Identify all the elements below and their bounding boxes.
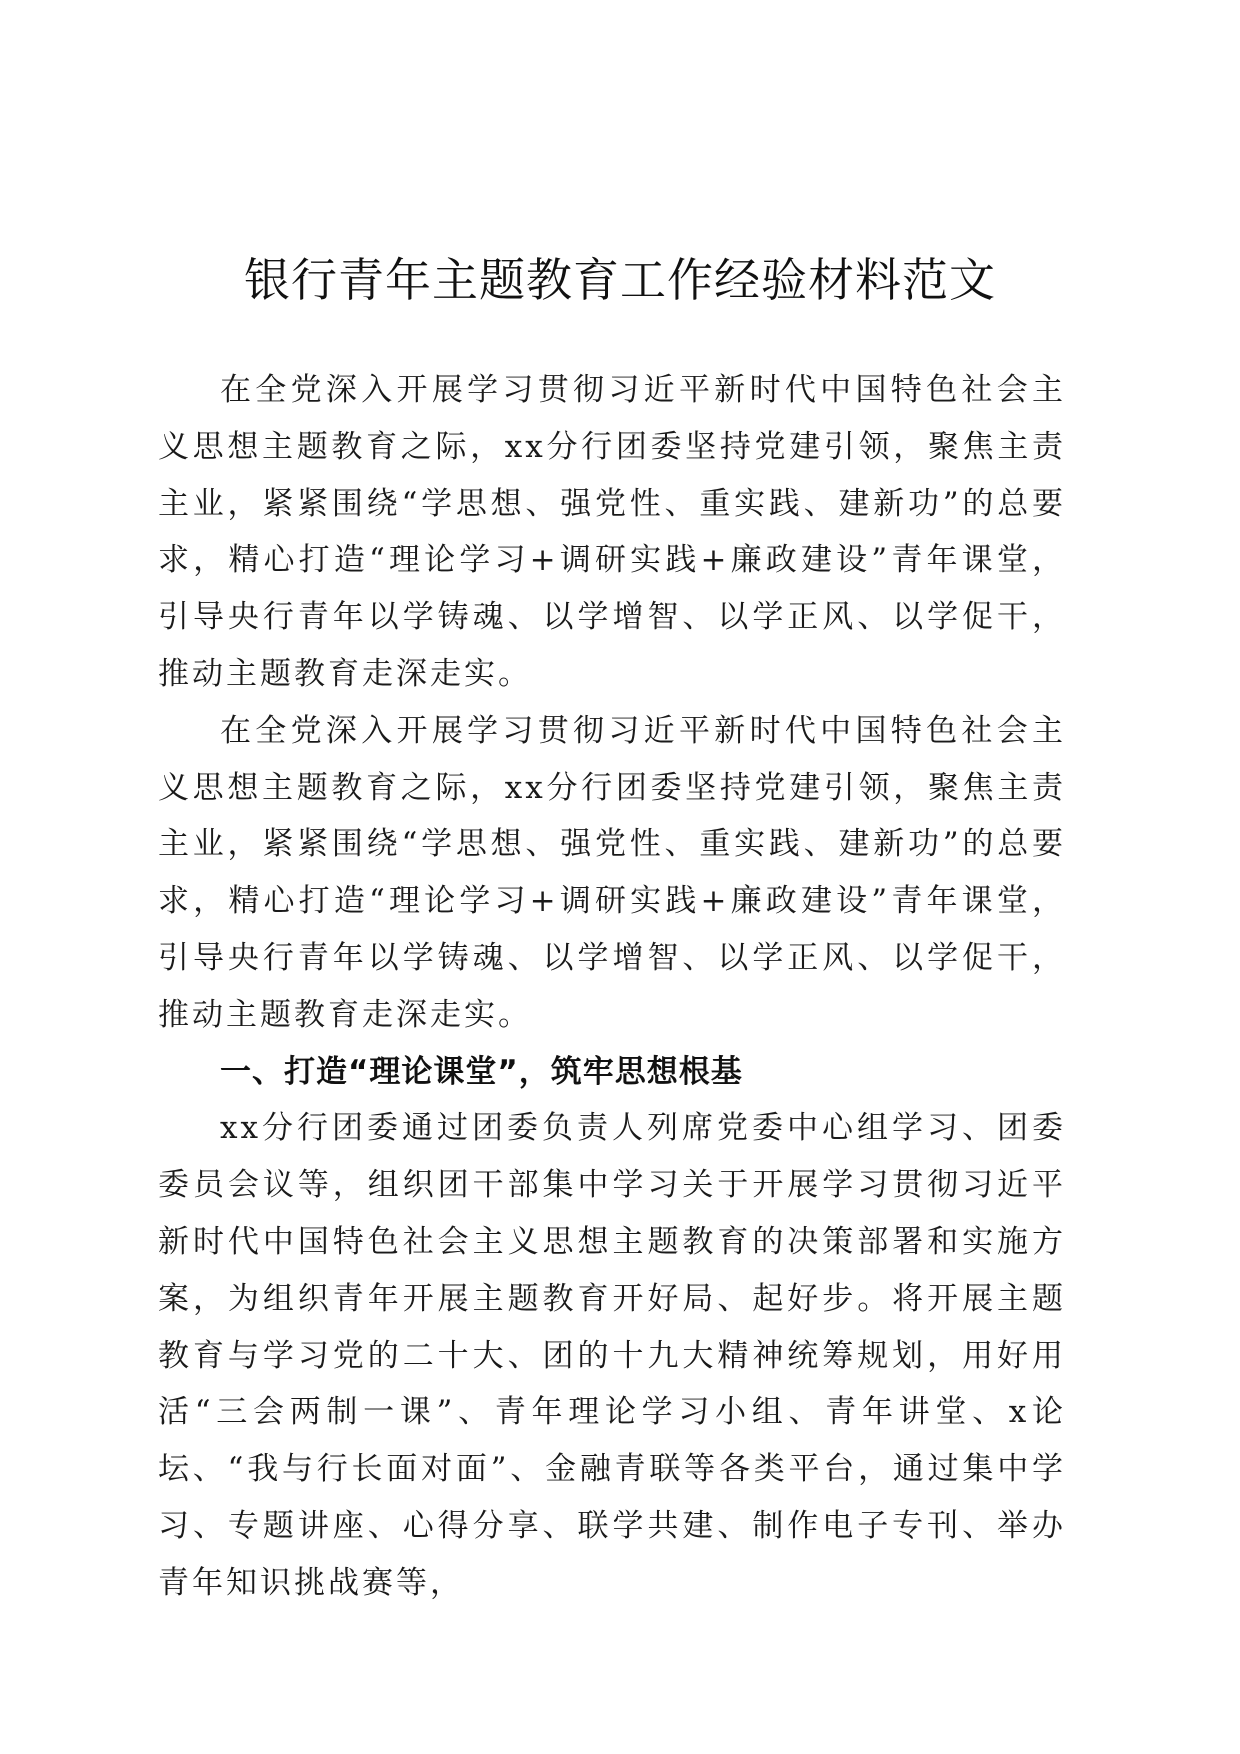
document-body <box>158 362 1066 1612</box>
paragraph-3: xx分行团委通过团委负责人列席党委中心组学习、团委委员会议等，组织团干部集中学习关于开展学习贯彻习近平新时代中国特色社会主义思想主题教育的决策部署和实施方案，为组织青年开展主题教育开好局、起好步。将开展主题教育与学习党的二十大、团的十九大精神统筹规划，用好用活“三会两制一课”、青年理论学习小组、青年讲堂、x论坛、“我与行长面对面”、金融青联等各类平台，通过集中学习、专题讲座、心得分享、联学共建、制作电子专刊、举办青年知识挑战赛等， <box>158 1110 1066 1601</box>
section-1-heading: 一、打造“理论课堂”，筑牢思想根基 <box>220 1053 743 1090</box>
paragraph-1: 在全党深入开展学习贯彻习近平新时代中国特色社会主义思想主题教育之际，xx分行团委坚持党建引领，聚焦主责主业，紧紧围绕“学思想、强党性、重实践、建新功”的总要求，精心打造“理论学习+调研实践+廉政建设”青年课堂，引导央行青年以学铸魂、以学增智、以学正风、以学促干，推动主题教育走深走实。 <box>158 372 1066 692</box>
paragraph-2: 在全党深入开展学习贯彻习近平新时代中国特色社会主义思想主题教育之际，xx分行团委坚持党建引领，聚焦主责主业，紧紧围绕“学思想、强党性、重实践、建新功”的总要求，精心打造“理论学习+调研实践+廉政建设”青年课堂，引导央行青年以学铸魂、以学增智、以学正风、以学促干，推动主题教育走深走实。 <box>158 712 1066 1033</box>
document-title: 银行青年主题教育工作经验材料范文 <box>244 253 996 307</box>
